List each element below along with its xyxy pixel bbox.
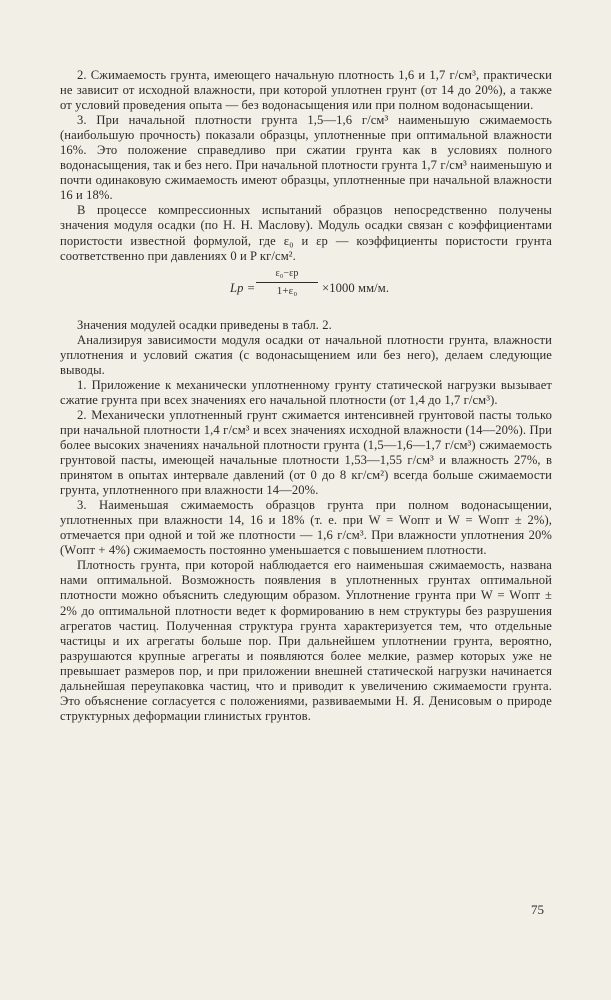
paragraph-table-ref: Значения модулей осадки приведены в табл. 2. xyxy=(77,317,332,332)
formula-lhs: Lp = xyxy=(230,280,256,295)
paragraph-finding-1: 1. Приложение к механически уплотненному грунту статической нагрузки вызывает сжатие грунта при всех значениях его начальной плотности (от 1,4 до 1,7 г/см³). xyxy=(60,377,552,407)
paragraph-conclusion-3: 3. При начальной плотности грунта 1,5—1,6 г/см³ наименьшую сжимаемость (наибольшую прочность) показали образцы, уплотненные при оптимальной влажности 16%. Это положение справедливо при сжатии грунта как в условиях полного водонасыщения, так и без него. При начальной плотности грунта 1,7 г/см³ наименьшую и почти одинаковую сжимаемость имеют образцы, уплотненные при начальной влажности 16 и 18%. xyxy=(60,113,552,203)
fraction-bar xyxy=(256,282,318,283)
paragraph-analysis: Анализируя зависимости модуля осадки от начальной плотности грунта, влажности уплотнения и условий сжатия (с водонасыщением или без него), делаем следующие выводы. xyxy=(60,332,552,377)
body-text xyxy=(60,68,552,724)
formula-denominator: 1+ε₀ xyxy=(276,284,298,297)
settlement-modulus-formula xyxy=(60,268,552,312)
formula-numerator: ε₀−εр xyxy=(275,267,299,279)
formula-rhs: ×1000 мм/м. xyxy=(322,280,390,295)
paragraph-finding-3: 3. Наименьшая сжимаемость образцов грунта при полном водонасыщении, уплотненных при влажности 14, 16 и 18% (т. е. при W = Wопт и W = Wопт ± 2%), отмечается при одной и той же плотности — 1,6 г/см³. При влажности уплотнения 20% (Wопт + 4%) сжимаемость постоянно уменьшается с повышением плотности. xyxy=(60,498,552,558)
paragraph-conclusion-2: 2. Сжимаемость грунта, имеющего начальную плотность 1,6 и 1,7 г/см³, практически не зависит от исходной влажности, при которой уплотнен грунт (от 14 до 20%), а также от условий проведения опыта — без водонасыщения или при полном водонасыщении. xyxy=(60,68,552,113)
page-number: 75 xyxy=(531,902,544,917)
paragraph-optimal-density: Плотность грунта, при которой наблюдается его наименьшая сжимаемость, названа нами оптимальной. Возможность появления в уплотненных грунтах оптимальной плотности можно объяснить следующим образом. Уплотнение грунта при W = Wопт ± 2% до оптимальной плотности ведет к формированию в нем структуры без разрушения агрегатов частиц. Полученная структура грунта характеризуется тем, что отдельные частицы и их агрегаты больше пор. При дальнейшем уплотнении грунта, вероятно, разрушаются крупные агрегаты и появляются более мелкие, размер которых уже не превышает размеров пор, и при приложении внешней статической нагрузки начинается дальнейшая переупаковка частиц, что и приводит к увеличению сжимаемости грунта. Это объяснение согласуется с положениями, развиваемыми Н. Я. Денисовым о природе структурных деформации глинистых грунтов. xyxy=(60,558,552,723)
formula-fraction xyxy=(256,268,318,298)
paragraph-modulus-intro: В процессе компрессионных испытаний образцов непосредственно получены значения модуля осадки (по Н. Н. Маслову). Модуль осадки связан с коэффициентами пористости известной формулой, где ε₀ и εр — коэффициенты пористости грунта соответственно при давлениях 0 и P кг/см². xyxy=(60,203,552,263)
paragraph-finding-2: 2. Механически уплотненный грунт сжимается интенсивней грунтовой пасты только при начальной плотности 1,4 г/см³ и всех значениях исходной влажности (14—20%). При более высоких значениях начальной плотности грунта (1,5—1,6—1,7 г/см³) сжимаемость грунтовой пасты, имеющей начальные плотности 1,53—1,55 г/см³ и влажность 27%, в принятом в опытах интервале давлений (от 0 до 8 кг/см²) всегда больше сжимаемости грунта, уплотненного при влажности 14—20%. xyxy=(60,407,552,498)
